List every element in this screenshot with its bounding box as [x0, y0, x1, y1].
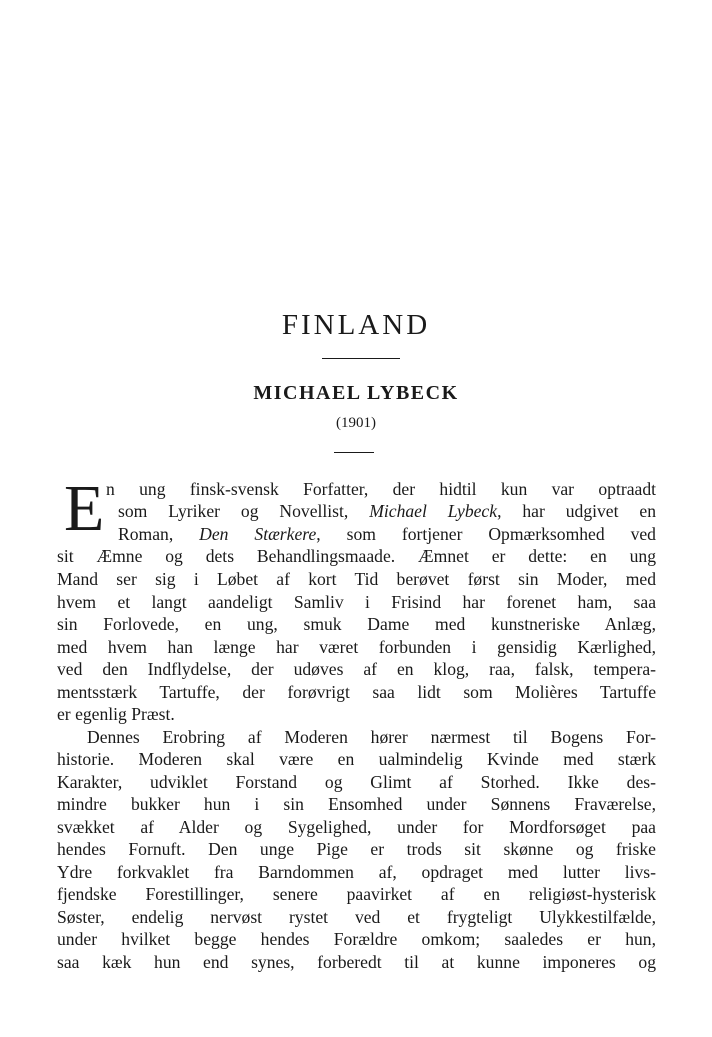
- text-line: fjendske Forestillinger, senere paavirket af en religiøst-hysterisk: [57, 884, 656, 904]
- text-line: under hvilket begge hendes Forældre omkom; saaledes er hun,: [57, 929, 656, 949]
- text-line: er egenlig Præst.: [57, 704, 175, 724]
- text-line: Søster, endelig nervøst rystet ved et frygteligt Ulykkestilfælde,: [57, 907, 656, 927]
- text-line: hendes Fornuft. Den unge Pige er trods sit skønne og friske: [57, 839, 656, 859]
- text-line: mindre bukker hun i sin Ensomhed under Sønnens Fraværelse,: [57, 794, 656, 814]
- drop-cap: E: [64, 472, 105, 545]
- text-line: ved den Indflydelse, der udøves af en klog, raa, falsk, tempera-: [57, 659, 656, 679]
- author-heading: MICHAEL LYBECK: [253, 382, 459, 404]
- text-line: med hvem han længe har været forbunden i gensidig Kærlighed,: [57, 637, 656, 657]
- text-line: mentsstærk Tartuffe, der forøvrigt saa lidt som Molières Tartuffe: [57, 682, 656, 702]
- text-line: som Lyriker og Novellist, Michael Lybeck, har udgivet en: [118, 501, 656, 521]
- text-line: hvem et langt aandeligt Samliv i Frisind har forenet ham, saa: [57, 592, 656, 612]
- text-line: historie. Moderen skal være en ualmindelig Kvinde med stærk: [57, 749, 656, 769]
- text-line: Karakter, udviklet Forstand og Glimt af Storhed. Ikke des-: [57, 772, 656, 792]
- chapter-title: FINLAND: [281, 309, 431, 341]
- text-line: sit Æmne og dets Behandlingsmaade. Æmnet er dette: en ung: [57, 546, 656, 566]
- title-divider: [322, 358, 400, 359]
- text-line: Mand ser sig i Løbet af kort Tid berøvet først sin Moder, med: [57, 569, 656, 589]
- text-line: svækket af Alder og Sygelighed, under for Mordforsøget paa: [57, 817, 656, 837]
- text-line: n ung finsk-svensk Forfatter, der hidtil kun var optraadt: [106, 479, 656, 499]
- publication-year: (1901): [336, 415, 376, 431]
- author-name-italic: Michael Lybeck: [369, 501, 498, 521]
- text-line: Ydre forkvaklet fra Barndommen af, opdraget med lutter livs-: [57, 862, 656, 882]
- text-line: Roman, Den Stærkere, som fortjener Opmærksomhed ved: [118, 524, 656, 544]
- text-line: Dennes Erobring af Moderen hører nærmest til Bogens For-: [87, 727, 656, 747]
- text-line: saa kæk hun end synes, forberedt til at kunne imponeres og: [57, 952, 656, 972]
- book-title-italic: Den Stærkere: [199, 524, 317, 544]
- year-divider: [334, 452, 374, 453]
- text-line: sin Forlovede, en ung, smuk Dame med kunstneriske Anlæg,: [57, 614, 656, 634]
